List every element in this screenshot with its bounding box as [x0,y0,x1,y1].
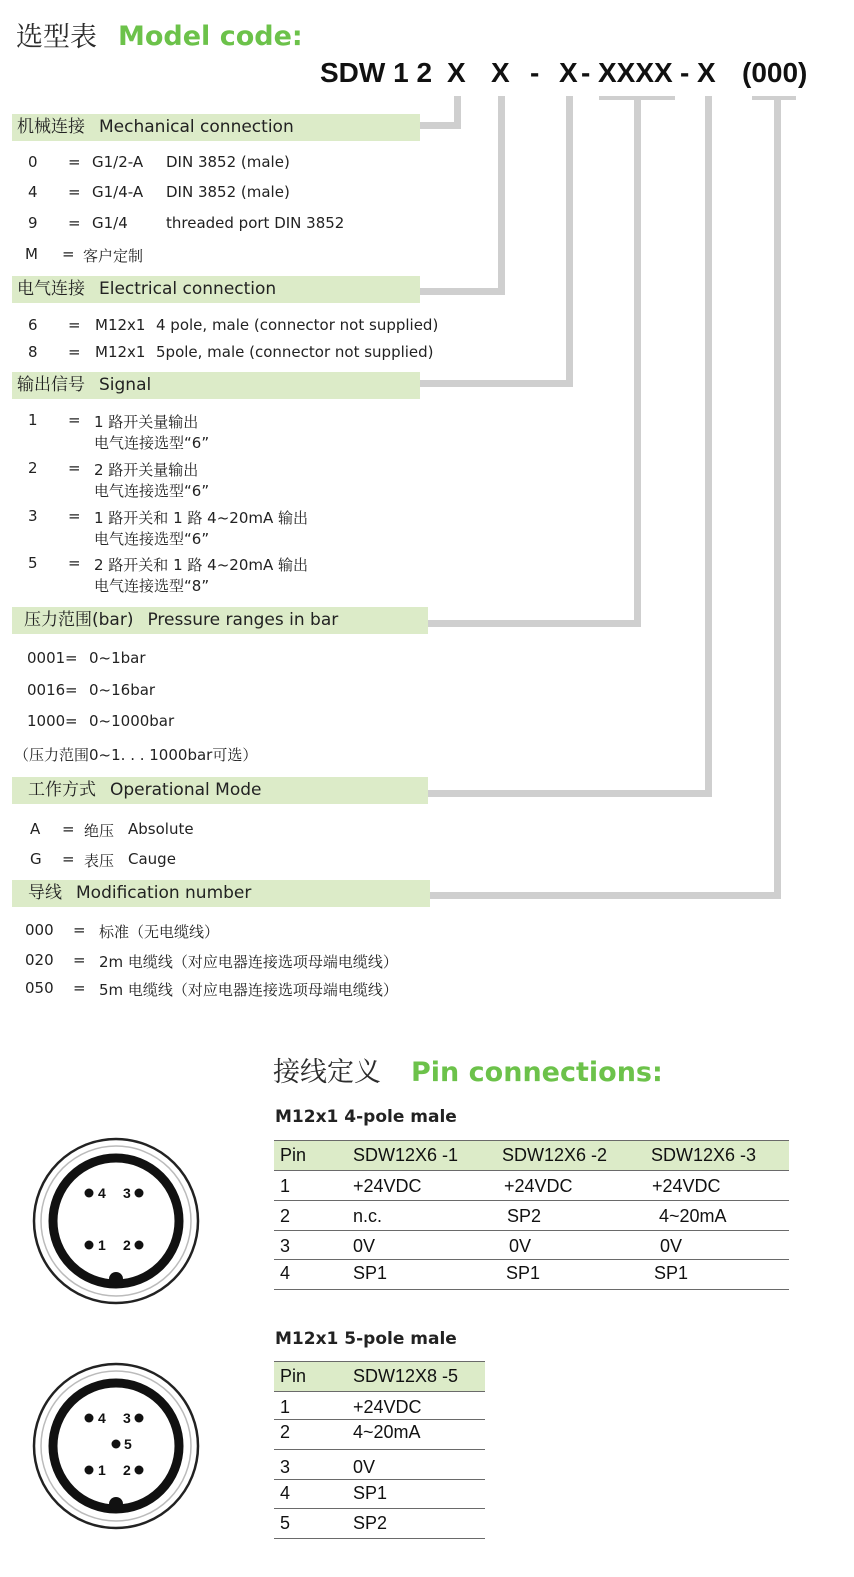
table-header-cell: SDW12X6 -2 [502,1145,608,1165]
table-cell: 5 [280,1513,291,1533]
table-cell: n.c. [353,1206,383,1226]
page-title-en: Model code: [118,21,303,52]
table-cell: 0V [509,1236,532,1256]
table-cell: 2 [280,1206,291,1226]
model-dash2: - [581,57,591,88]
table-cell: 4~20mA [353,1422,421,1442]
model-prefix: SDW 1 2 [320,57,433,88]
pressure-title-cn: 压力范围(bar) [24,610,134,630]
mode-title-en: Operational Mode [110,780,262,800]
pin-label: 1 [98,1237,106,1253]
mechanical-heading [17,114,294,141]
table-cell: SP2 [507,1206,542,1226]
table-header-cell: Pin [280,1366,307,1386]
table-cell: +24VDC [353,1176,422,1196]
five-pole-connector-diagram [32,1362,200,1530]
pin-label: 3 [123,1410,131,1426]
model-x5: X [697,57,716,88]
pin-label: 4 [98,1185,106,1201]
model-dash1: - [530,57,540,88]
pin-label: 2 [123,1462,131,1478]
table-cell: 0V [353,1457,376,1477]
pins-title-cn: 接线定义 [273,1057,381,1088]
table-cell: SP1 [353,1263,388,1283]
signal-title-en: Signal [99,375,152,395]
table-header-cell: SDW12X8 -5 [353,1366,459,1386]
signal-heading [17,372,151,399]
five-pole-title: M12x1 5-pole male [275,1329,457,1349]
table-cell: 3 [280,1457,291,1477]
four-pole-title: M12x1 4-pole male [275,1107,457,1127]
model-dash3: - [680,57,690,88]
table-cell: SP1 [654,1263,689,1283]
pressure-note: （压力范围0~1. . . 1000bar可选） [14,746,258,764]
table-cell: 0V [660,1236,683,1256]
model-suffix: (000) [742,57,808,88]
pin-label: 3 [123,1185,131,1201]
page-title-cn: 选型表 [16,22,97,53]
table-cell: SP1 [506,1263,541,1283]
electrical-title-cn: 电气连接 [17,279,85,299]
table-header-cell: SDW12X6 -3 [651,1145,757,1165]
table-header-cell: SDW12X6 -1 [353,1145,459,1165]
table-header-cell: Pin [280,1145,307,1165]
pin-label: 2 [123,1237,131,1253]
pressure-heading [24,607,338,634]
modification-title-cn: 导线 [28,883,62,903]
table-cell: 1 [280,1176,291,1196]
pin-label: 5 [124,1436,132,1452]
model-x2: X [491,57,510,88]
mode-heading [28,777,261,804]
table-cell: 4 [280,1263,291,1283]
pressure-title-en: Pressure ranges in bar [147,610,339,630]
electrical-title-en: Electrical connection [99,279,277,299]
table-cell: +24VDC [652,1176,721,1196]
mode-title-cn: 工作方式 [28,780,96,800]
model-x4: XXXX [598,57,673,88]
mechanical-title-en: Mechanical connection [99,117,294,137]
table-cell: 4 [280,1483,291,1503]
electrical-heading [17,276,276,303]
modification-heading [28,880,251,907]
modification-title-en: Modification number [76,883,252,903]
table-cell: +24VDC [504,1176,573,1196]
table-cell: +24VDC [353,1397,422,1417]
pins-title-en: Pin connections: [411,1057,663,1088]
signal-title-cn: 输出信号 [17,375,85,395]
table-cell: 2 [280,1422,291,1442]
pin-label: 1 [98,1462,106,1478]
pin-label: 4 [98,1410,106,1426]
table-cell: 1 [280,1397,291,1417]
four-pole-table [274,1140,789,1290]
table-cell: 3 [280,1236,291,1256]
four-pole-connector-diagram [32,1137,200,1305]
model-x3: X [559,57,578,88]
mechanical-title-cn: 机械连接 [17,117,85,137]
model-x1: X [447,57,466,88]
table-cell: SP1 [353,1483,388,1503]
table-cell: 4~20mA [659,1206,727,1226]
table-cell: SP2 [353,1513,388,1533]
table-cell: 0V [353,1236,376,1256]
five-pole-table [274,1361,485,1541]
